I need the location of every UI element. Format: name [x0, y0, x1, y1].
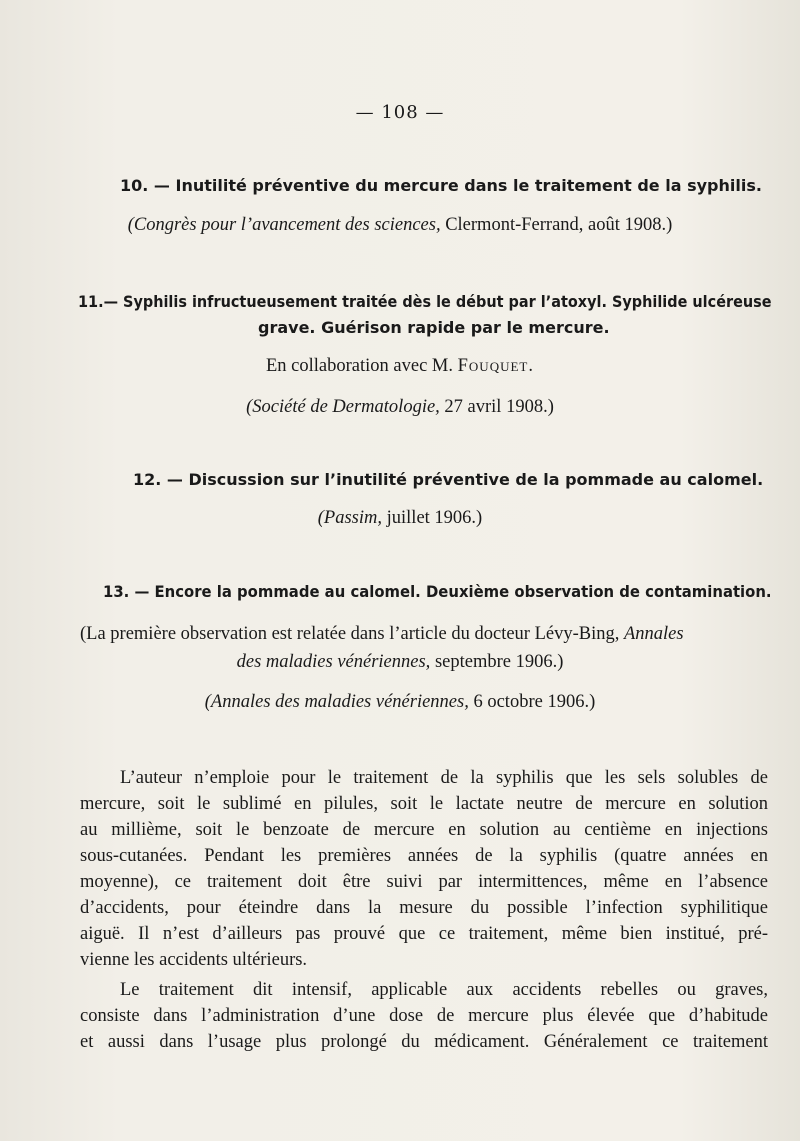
- paragraph-2-line-3: et aussi dans l’usage plus prolongé du médicament. Généralement ce traitement: [80, 1032, 768, 1052]
- paragraph-1-line-2: mercure, soit le sublimé en pilules, soit le lactate neutre de mercure en solution: [80, 794, 768, 814]
- entry-13-note-text: (La première observation est relatée dans l’article du docteur Lévy-Bing,: [80, 624, 620, 644]
- entry-12-source: [0, 508, 800, 529]
- entry-11-title-line2: grave. Guérison rapide par le mercure.: [258, 318, 610, 337]
- entry-13-source: [0, 692, 800, 713]
- entry-13-note-journal-cont: des maladies vénériennes,: [236, 652, 431, 672]
- entry-11-collab-name: Fouquet.: [457, 356, 534, 376]
- entry-13-source-detail: 6 octobre 1906.): [473, 692, 596, 712]
- entry-12-title: 12. — Discussion sur l’inutilité préventive de la pommade au calomel.: [133, 470, 764, 489]
- paragraph-1-line-8: vienne les accidents ultérieurs.: [80, 950, 308, 970]
- paragraph-1-line-3: au millième, soit le benzoate de mercure en solution au centième en injections: [80, 820, 768, 840]
- entry-11-source-venue: (Société de Dermatologie,: [246, 397, 440, 417]
- entry-11-source: [0, 397, 800, 418]
- entry-11-title-line1: 11.— Syphilis infructueusement traitée dès le début par l’atoxyl. Syphilide ulcéreuse: [78, 292, 772, 311]
- paragraph-1-line-4: sous-cutanées. Pendant les premières années de la syphilis (quatre années en: [80, 846, 768, 866]
- entry-10-title: 10. — Inutilité préventive du mercure dans le traitement de la syphilis.: [120, 176, 762, 195]
- entry-13-title: 13. — Encore la pommade au calomel. Deuxième observation de contamination.: [103, 582, 772, 601]
- entry-13-note-line1: [80, 624, 684, 645]
- paragraph-1-line-1: L’auteur n’emploie pour le traitement de la syphilis que les sels solubles de: [120, 768, 768, 788]
- entry-10-source-detail: Clermont-Ferrand, août 1908.): [445, 215, 673, 235]
- paragraph-1-line-6: d’accidents, pour éteindre dans la mesure du possible l’infection syphilitique: [80, 898, 768, 918]
- paragraph-1-line-7: aiguë. Il n’est d’ailleurs pas prouvé que ce traitement, même bien institué, pré-: [80, 924, 768, 944]
- entry-11-collab-prefix: En collaboration avec M.: [266, 356, 453, 376]
- paragraph-2-line-1: Le traitement dit intensif, applicable aux accidents rebelles ou graves,: [120, 980, 768, 1000]
- entry-10-source-venue: (Congrès pour l’avancement des sciences,: [127, 215, 441, 235]
- entry-13-source-venue: (Annales des maladies vénériennes,: [204, 692, 469, 712]
- entry-11-source-detail: 27 avril 1908.): [444, 397, 554, 417]
- entry-10-source: [0, 215, 800, 236]
- paragraph-1-line-5: moyenne), ce traitement doit être suivi par intermittences, même en l’absence: [80, 872, 768, 892]
- bleed-through-texture: [80, 150, 760, 172]
- entry-11-collaboration: [0, 356, 800, 377]
- entry-12-source-detail: juillet 1906.): [386, 508, 483, 528]
- entry-13-note-journal: Annales: [623, 624, 684, 644]
- entry-12-source-venue: (Passim,: [317, 508, 383, 528]
- entry-13-note-line2: [0, 652, 800, 673]
- entry-13-note-date: septembre 1906.): [434, 652, 564, 672]
- paragraph-2-line-2: consiste dans l’administration d’une dose de mercure plus élevée que d’habitude: [80, 1006, 768, 1026]
- page-number: — 108 —: [355, 102, 445, 123]
